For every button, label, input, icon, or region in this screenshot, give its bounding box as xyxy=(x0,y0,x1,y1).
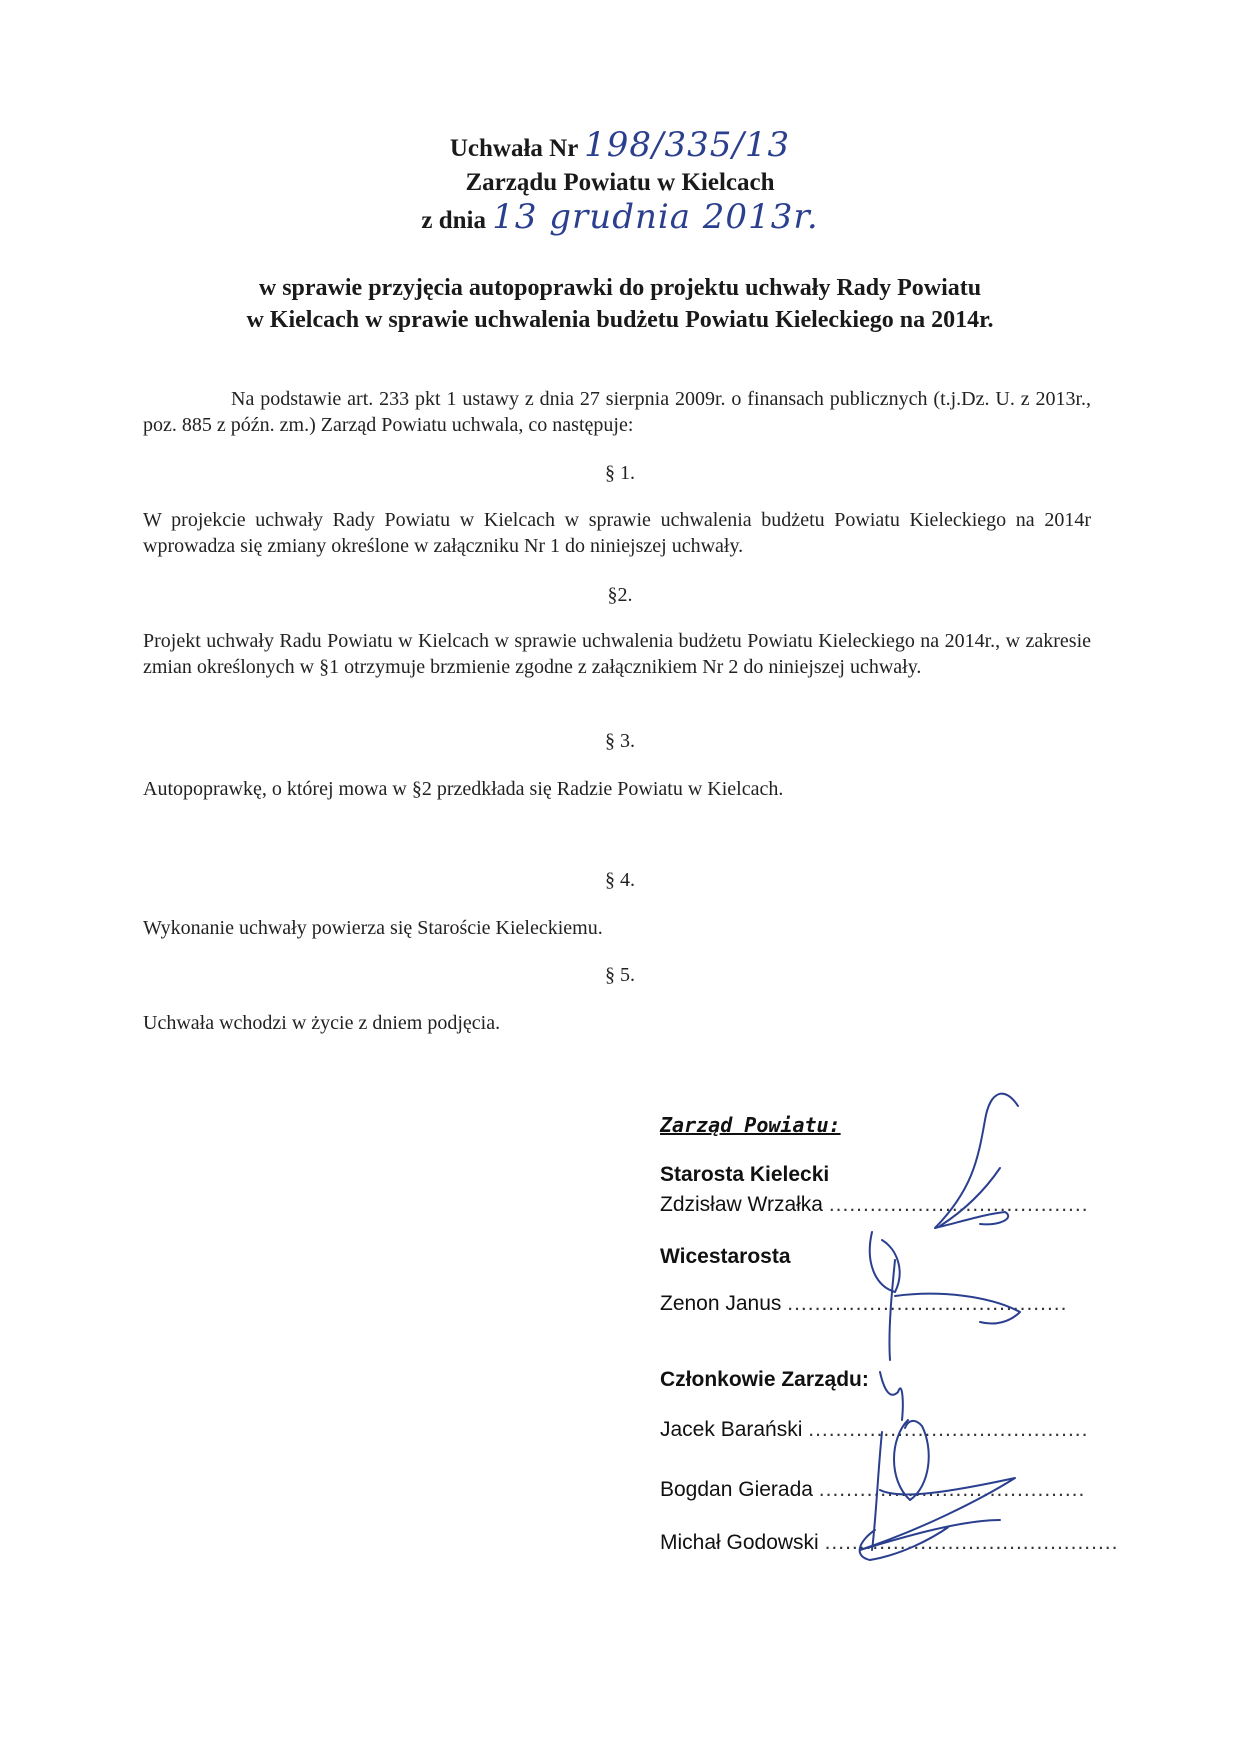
board-title: Zarząd Powiatu: xyxy=(660,1113,841,1137)
signature-dots: ....................................... xyxy=(818,1478,1086,1501)
starosta-name: Zdzisław Wrzałka xyxy=(660,1193,823,1216)
member-1-signature-line xyxy=(660,1418,1088,1442)
starosta-role: Starosta Kielecki xyxy=(660,1163,830,1186)
member-3-signature-line xyxy=(660,1531,1118,1555)
subject-line-1: w sprawie przyjęcia autopoprawki do projektu uchwały Rady Powiatu xyxy=(258,275,982,301)
section-4-text: Wykonanie uchwały powierza się Staroście Kieleckiemu. xyxy=(143,917,603,939)
members-role: Członkowie Zarządu: xyxy=(660,1368,869,1391)
wicestarosta-signature-line xyxy=(660,1292,1067,1316)
section-4-mark: § 4. xyxy=(605,869,635,891)
signature-dots: ........................................... xyxy=(824,1531,1119,1554)
wicestarosta-name: Zenon Janus xyxy=(660,1292,782,1315)
member-3-name: Michał Godowski xyxy=(660,1531,819,1554)
signature-dots: ......................................... xyxy=(787,1292,1068,1315)
date-label: z dnia xyxy=(421,207,486,234)
section-1-mark: § 1. xyxy=(605,462,635,484)
member-2-name: Bogdan Gierada xyxy=(660,1478,813,1501)
section-2-text: Projekt uchwały Radu Powiatu w Kielcach w sprawie uchwalenia budżetu Powiatu Kieleckiego na 2014r., w zakresie zmian określonych w §1 otrzymuje brzmienie zgodne z załącznikiem Nr 2 do niniejszej uchwały. xyxy=(143,630,1091,678)
preamble-paragraph: Na podstawie art. 233 pkt 1 ustawy z dnia 27 sierpnia 2009r. o finansach publicznych (t.j.Dz. U. z 2013r., poz. 885 z późn. zm.) Zarząd Powiatu uchwala, co następuje: xyxy=(143,388,1091,436)
starosta-signature-line xyxy=(660,1193,1089,1217)
resolution-label: Uchwała Nr xyxy=(449,135,578,162)
resolution-subject xyxy=(0,272,1240,336)
date-line xyxy=(0,197,1240,238)
member-1-name: Jacek Barański xyxy=(660,1418,803,1441)
signature-dots: ...................................... xyxy=(828,1193,1089,1216)
section-3-mark: § 3. xyxy=(605,730,635,752)
resolution-header xyxy=(0,125,1240,238)
wicestarosta-role: Wicestarosta xyxy=(660,1245,791,1268)
issuer-line: Zarządu Powiatu w Kielcach xyxy=(465,169,775,196)
member-2-signature-line xyxy=(660,1478,1085,1502)
section-2-mark: §2. xyxy=(607,584,633,606)
signature-dots: ......................................... xyxy=(808,1418,1089,1441)
resolution-title-line xyxy=(0,125,1240,166)
section-5-text: Uchwała wchodzi w życie z dniem podjęcia. xyxy=(143,1012,501,1034)
resolution-number-handwritten: 198/335/13 xyxy=(584,125,791,165)
section-5-mark: § 5. xyxy=(605,964,635,986)
section-1-text: W projekcie uchwały Rady Powiatu w Kielcach w sprawie uchwalenia budżetu Powiatu Kieleckiego na 2014r wprowadza się zmiany określone w załączniku Nr 1 do niniejszej uchwały. xyxy=(143,509,1091,557)
subject-line-2: w Kielcach w sprawie uchwalenia budżetu Powiatu Kieleckiego na 2014r. xyxy=(246,307,994,333)
section-3-text: Autopoprawkę, o której mowa w §2 przedkłada się Radzie Powiatu w Kielcach. xyxy=(143,778,784,800)
date-handwritten: 13 grudnia 2013r. xyxy=(492,197,819,237)
